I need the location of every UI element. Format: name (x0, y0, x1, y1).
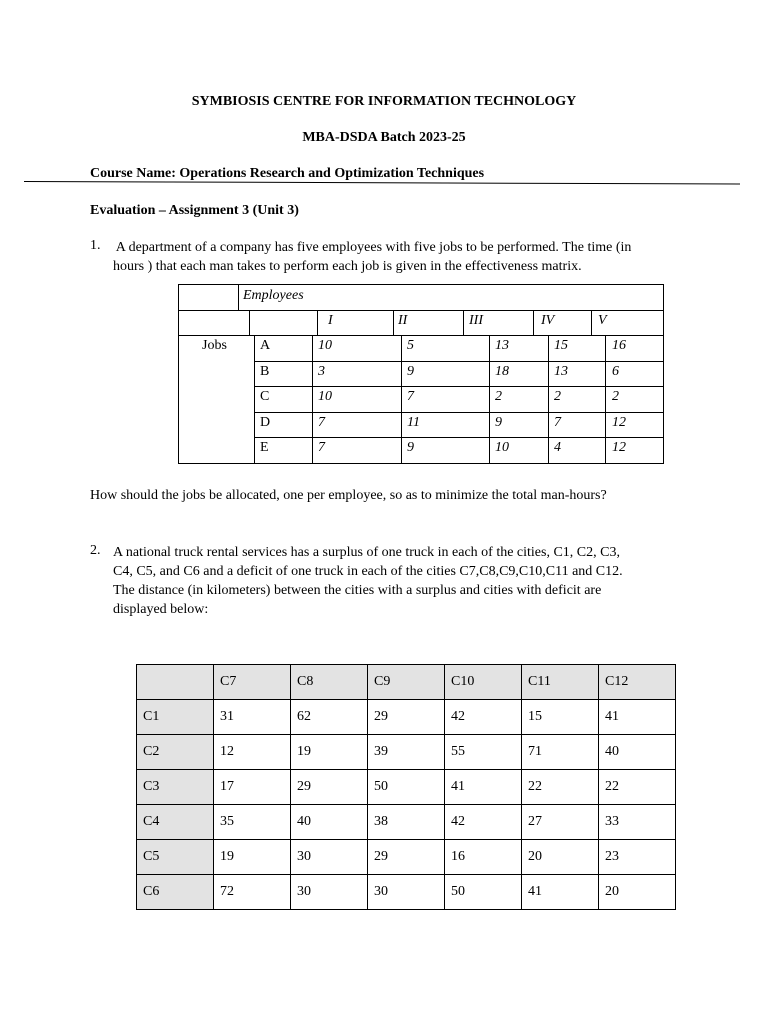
column-header: C11 (522, 665, 599, 700)
matrix-cell: 9 (495, 415, 502, 430)
table-cell: 50 (445, 875, 522, 910)
matrix-cell: 10 (318, 389, 332, 404)
q2-line-4: displayed below: (113, 602, 209, 617)
matrix-cell: 5 (407, 338, 414, 353)
table-row (137, 770, 676, 805)
column-header: C12 (599, 665, 676, 700)
column-header: C9 (368, 665, 445, 700)
table-cell: 41 (522, 875, 599, 910)
q1-question: How should the jobs be allocated, one per employee, so as to minimize the total man-hours? (90, 488, 607, 503)
table-cell: 19 (214, 840, 291, 875)
table-cell: 33 (599, 805, 676, 840)
q2-line-1: A national truck rental services has a surplus of one truck in each of the cities, C1, C2, C3, (113, 545, 620, 560)
table-cell: 16 (445, 840, 522, 875)
column-header: C8 (291, 665, 368, 700)
table-cell: 62 (291, 700, 368, 735)
course-name: Course Name: Operations Research and Optimization Techniques (90, 166, 485, 181)
table-header-row (137, 665, 676, 700)
employee-header: IV (541, 313, 555, 328)
matrix-cell: 7 (554, 415, 561, 430)
matrix-cell: 16 (612, 338, 626, 353)
table-cell: 41 (599, 700, 676, 735)
q1-number: 1. (90, 238, 101, 253)
matrix-cell: 13 (495, 338, 509, 353)
row-header: C6 (137, 875, 214, 910)
row-header: C5 (137, 840, 214, 875)
job-label: C (260, 389, 270, 404)
table-cell: 30 (291, 840, 368, 875)
table-row (137, 700, 676, 735)
matrix-cell: 7 (318, 440, 325, 455)
matrix-cell: 9 (407, 440, 414, 455)
column-header: C7 (214, 665, 291, 700)
row-header: C3 (137, 770, 214, 805)
matrix-cell: 10 (495, 440, 509, 455)
q2-number: 2. (90, 543, 101, 558)
row-header: C1 (137, 700, 214, 735)
table-row (137, 805, 676, 840)
employee-header: III (469, 313, 483, 328)
table-cell: 17 (214, 770, 291, 805)
matrix-cell: 15 (554, 338, 568, 353)
table-cell: 19 (291, 735, 368, 770)
header-rule (24, 181, 740, 184)
table-cell: 12 (214, 735, 291, 770)
matrix-cell: 4 (554, 440, 561, 455)
row-header: C4 (137, 805, 214, 840)
jobs-label: Jobs (202, 338, 227, 353)
employee-header: II (398, 313, 408, 328)
table-row (137, 735, 676, 770)
table-cell: 42 (445, 700, 522, 735)
q2-line-3: The distance (in kilometers) between the cities with a surplus and cities with deficit are (113, 583, 602, 598)
table-cell: 31 (214, 700, 291, 735)
matrix-cell: 12 (612, 415, 626, 430)
evaluation-title: Evaluation – Assignment 3 (Unit 3) (90, 203, 299, 218)
matrix-cell: 7 (407, 389, 414, 404)
q2-line-2: C4, C5, and C6 and a deficit of one truck in each of the cities C7,C8,C9,C10,C11 and C12. (113, 564, 623, 579)
matrix-cell: 12 (612, 440, 626, 455)
table-cell: 40 (291, 805, 368, 840)
employee-header: V (598, 313, 607, 328)
matrix-cell: 2 (612, 389, 619, 404)
matrix-cell: 11 (407, 415, 420, 430)
job-label: B (260, 364, 270, 379)
q1-line-2: hours ) that each man takes to perform each job is given in the effectiveness matrix. (113, 259, 582, 274)
table-cell: 22 (599, 770, 676, 805)
table-cell: 38 (368, 805, 445, 840)
table-cell: 20 (522, 840, 599, 875)
table-row (137, 875, 676, 910)
column-header: C10 (445, 665, 522, 700)
matrix-cell: 2 (554, 389, 561, 404)
matrix-cell: 3 (318, 364, 325, 379)
table-cell: 15 (522, 700, 599, 735)
table-cell: 29 (291, 770, 368, 805)
matrix-cell: 7 (318, 415, 325, 430)
table-cell: 71 (522, 735, 599, 770)
matrix-cell: 2 (495, 389, 502, 404)
table-row (137, 840, 676, 875)
job-label: A (260, 338, 271, 353)
distance-table (136, 664, 676, 910)
table-cell: 29 (368, 840, 445, 875)
matrix-cell: 6 (612, 364, 619, 379)
table-cell: 50 (368, 770, 445, 805)
table-cell: 30 (291, 875, 368, 910)
effectiveness-matrix (178, 284, 664, 464)
table-cell: 40 (599, 735, 676, 770)
matrix-cell: 9 (407, 364, 414, 379)
row-header: C2 (137, 735, 214, 770)
table-cell: 27 (522, 805, 599, 840)
corner-cell (137, 665, 214, 700)
job-label: E (260, 440, 269, 455)
table-cell: 72 (214, 875, 291, 910)
table-cell: 20 (599, 875, 676, 910)
batch-title: MBA-DSDA Batch 2023-25 (302, 130, 466, 145)
table-cell: 55 (445, 735, 522, 770)
employee-header: I (328, 313, 333, 328)
matrix-cell: 18 (495, 364, 509, 379)
table-cell: 35 (214, 805, 291, 840)
q1-line-1: A department of a company has five employees with five jobs to be performed. The time (in (113, 240, 632, 255)
table-cell: 41 (445, 770, 522, 805)
table-cell: 39 (368, 735, 445, 770)
job-label: D (260, 415, 271, 430)
matrix-cell: 13 (554, 364, 568, 379)
table-cell: 30 (368, 875, 445, 910)
table-cell: 22 (522, 770, 599, 805)
table-cell: 23 (599, 840, 676, 875)
institute-title: SYMBIOSIS CENTRE FOR INFORMATION TECHNOLOGY (191, 94, 577, 109)
table-cell: 42 (445, 805, 522, 840)
employees-label: Employees (243, 288, 304, 303)
table-cell: 29 (368, 700, 445, 735)
matrix-cell: 10 (318, 338, 332, 353)
